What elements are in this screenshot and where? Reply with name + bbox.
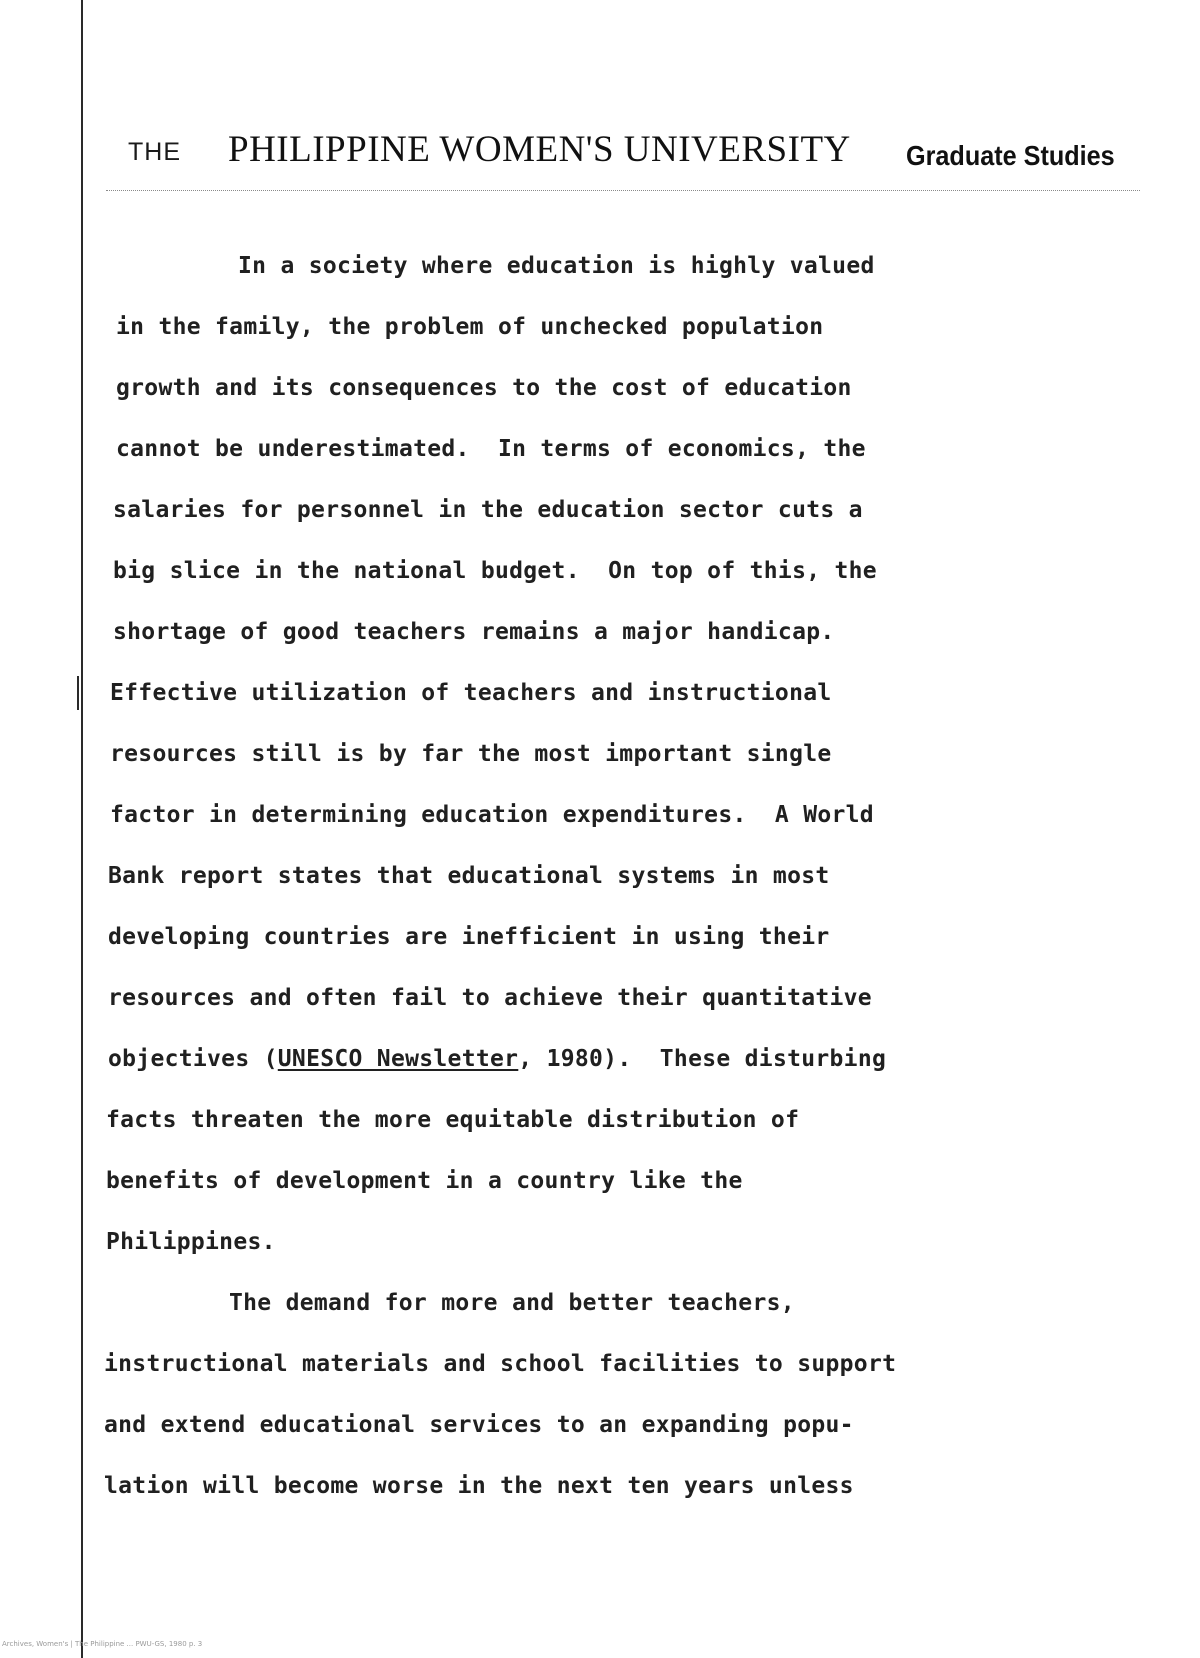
letterhead-unit: Graduate Studies	[906, 140, 1115, 171]
body-line: The demand for more and better teachers,	[229, 1290, 795, 1316]
body-line: and extend educational services to an expanding popu-	[104, 1412, 854, 1438]
body-line: Bank report states that educational systems in most	[108, 863, 830, 889]
body-line: developing countries are inefficient in using their	[108, 924, 830, 950]
archive-footer: Archives, Women's | The Philippine ... PWU-GS, 1980 p. 3	[2, 1640, 203, 1648]
letterhead-university-name: PHILIPPINE WOMEN'S UNIVERSITY	[228, 129, 851, 170]
letterhead-rule	[106, 190, 1140, 191]
body-line: Philippines.	[106, 1229, 276, 1255]
body-line: benefits of development in a country like the	[106, 1168, 743, 1194]
body-line: resources and often fail to achieve their quantitative	[108, 985, 872, 1011]
body-line: In a society where education is highly valued	[238, 253, 875, 279]
body-line: resources still is by far the most important single	[110, 741, 832, 767]
body-line: in the family, the problem of unchecked population	[116, 314, 824, 340]
body-line: factor in determining education expenditures. A World	[110, 802, 874, 828]
body-line: big slice in the national budget. On top of this, the	[113, 558, 877, 584]
citation-suffix: , 1980). These disturbing	[518, 1046, 887, 1072]
body-line: facts threaten the more equitable distribution of	[106, 1107, 800, 1133]
left-margin-line	[81, 0, 83, 1658]
body-line: lation will become worse in the next ten years unless	[104, 1473, 854, 1499]
body-line-citation	[108, 1044, 886, 1074]
citation-prefix: objectives (	[108, 1046, 278, 1072]
body-line: cannot be underestimated. In terms of economics, the	[116, 436, 866, 462]
body-line: instructional materials and school facilities to support	[104, 1351, 897, 1377]
citation-title: UNESCO Newsletter	[277, 1046, 519, 1072]
body-line: salaries for personnel in the education sector cuts a	[113, 497, 863, 523]
letterhead-the: THE	[128, 138, 181, 166]
body-line: Effective utilization of teachers and instructional	[110, 680, 832, 706]
margin-mark	[77, 676, 79, 710]
body-line: shortage of good teachers remains a major handicap.	[113, 619, 835, 645]
body-line: growth and its consequences to the cost of education	[116, 375, 852, 401]
letterhead	[118, 128, 1138, 188]
